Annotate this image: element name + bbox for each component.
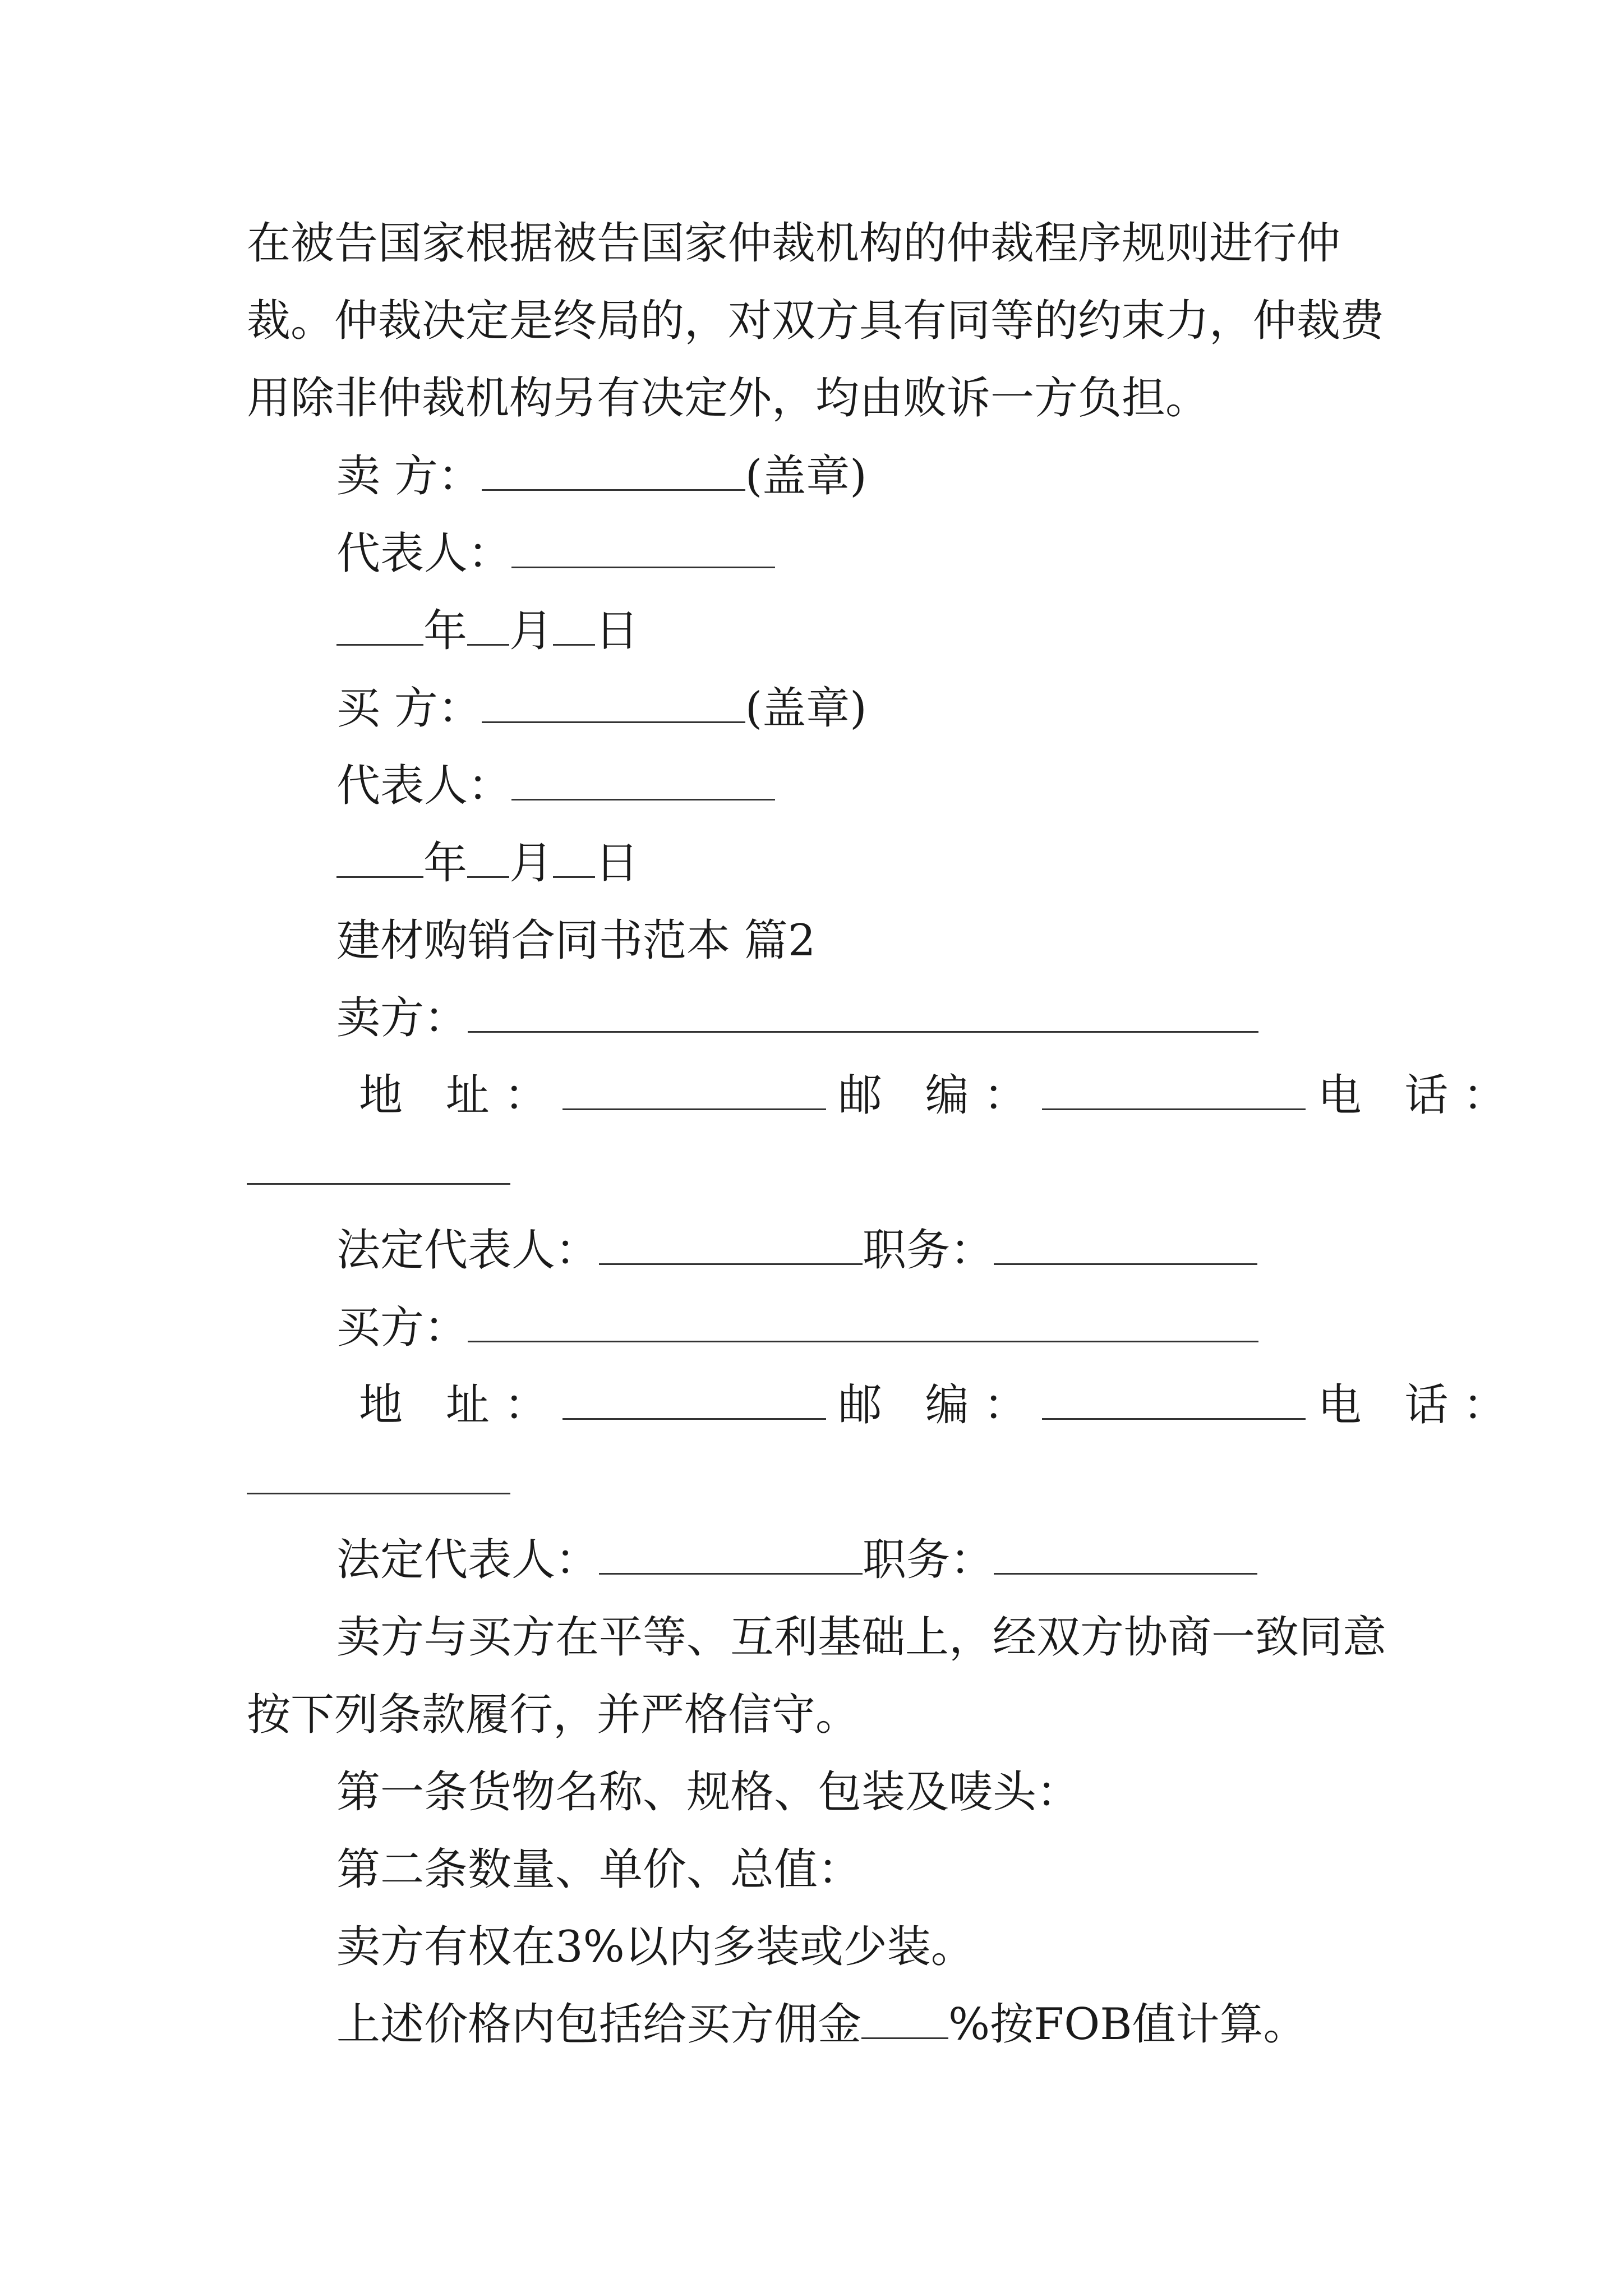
arbitration-line-1: 在被告国家根据被告国家仲裁机构的仲裁程序规则进行仲 (247, 218, 1341, 269)
seller-name-label: 卖方： (336, 993, 468, 1043)
buyer-blank[interactable] (482, 687, 745, 723)
seller-legal-rep-label: 法定代表人： (336, 1225, 600, 1276)
buyer-date-row (336, 838, 639, 889)
seller-date-row (336, 606, 639, 656)
commission-row (336, 1999, 1307, 2050)
buyer-year-blank[interactable] (336, 841, 423, 878)
seller-contact-row (359, 1070, 1521, 1121)
seller-seal-note: (盖章) (745, 451, 867, 501)
buyer-legal-row (336, 1535, 1257, 1585)
seller-position-label: 职务： (863, 1225, 994, 1276)
year-label: 年 (423, 606, 468, 656)
clause-2: 第二条数量、单价、总值： (336, 1844, 862, 1895)
buyer-position-blank[interactable] (994, 1538, 1257, 1575)
buyer-name-label: 买方： (336, 1303, 468, 1353)
seller-legal-row (336, 1225, 1257, 1276)
intro-line-1: 卖方与买方在平等、互利基础上，经双方协商一致同意 (336, 1612, 1387, 1663)
tolerance-line: 卖方有权在3%以内多装或少装。 (336, 1922, 975, 1972)
buyer-signature-row (336, 683, 867, 734)
month-label: 月 (509, 606, 554, 656)
buyer-name-blank[interactable] (468, 1306, 1258, 1342)
seller-postcode-label: 邮 编： (838, 1070, 1042, 1121)
seller-name-row (336, 993, 1258, 1043)
buyer-address-blank[interactable] (562, 1383, 826, 1420)
buyer-rep-label: 代表人： (336, 761, 512, 811)
seller-month-blank[interactable] (467, 609, 509, 646)
buyer-contact-row (359, 1380, 1521, 1430)
buyer-postcode-label: 邮 编： (838, 1380, 1042, 1430)
buyer-postcode-blank[interactable] (1042, 1383, 1306, 1420)
buyer-address-label: 地 址： (359, 1380, 562, 1430)
seller-legal-rep-blank[interactable] (599, 1228, 863, 1265)
commission-blank[interactable] (861, 2003, 948, 2039)
seller-rep-row (336, 528, 775, 579)
seller-position-blank[interactable] (994, 1228, 1257, 1265)
buyer-rep-row (336, 761, 775, 811)
buyer-rep-blank[interactable] (511, 764, 775, 800)
seller-day-blank[interactable] (553, 609, 595, 646)
seller-name-blank[interactable] (468, 996, 1258, 1033)
seller-address-blank[interactable] (562, 1074, 826, 1110)
buyer-phone-label: 电 话： (1317, 1380, 1521, 1430)
seller-year-blank[interactable] (336, 609, 423, 646)
buyer-month-blank[interactable] (467, 841, 509, 878)
day-label: 日 (595, 606, 639, 656)
buyer-label: 买 方： (336, 683, 482, 734)
buyer-seal-note: (盖章) (745, 683, 867, 734)
buyer-phone-blank[interactable] (247, 1490, 510, 1494)
intro-line-2: 按下列条款履行，并严格信守。 (247, 1690, 860, 1740)
buyer-day-blank[interactable] (553, 841, 595, 878)
arbitration-line-2: 裁。仲裁决定是终局的，对双方具有同等的约束力，仲裁费 (247, 296, 1385, 346)
buyer-name-row (336, 1303, 1258, 1353)
seller-phone-blank[interactable] (247, 1181, 510, 1185)
seller-label: 卖 方： (336, 451, 482, 501)
seller-blank[interactable] (482, 454, 745, 491)
day-label: 日 (595, 838, 639, 889)
seller-address-label: 地 址： (359, 1070, 562, 1121)
arbitration-line-3: 用除非仲裁机构另有决定外，均由败诉一方负担。 (247, 373, 1210, 424)
year-label: 年 (423, 838, 468, 889)
buyer-legal-rep-label: 法定代表人： (336, 1535, 600, 1585)
seller-signature-row (336, 451, 867, 501)
seller-rep-blank[interactable] (511, 532, 775, 568)
clause-1: 第一条货物名称、规格、包装及唛头： (336, 1767, 1081, 1818)
month-label: 月 (509, 838, 554, 889)
commission-suffix: %按FOB值计算。 (948, 1999, 1307, 2050)
buyer-position-label: 职务： (863, 1535, 994, 1585)
section-heading: 建材购销合同书范本 篇2 (336, 915, 816, 966)
seller-postcode-blank[interactable] (1042, 1074, 1306, 1110)
seller-rep-label: 代表人： (336, 528, 512, 579)
seller-phone-label: 电 话： (1317, 1070, 1521, 1121)
commission-prefix: 上述价格内包括给买方佣金 (336, 1999, 862, 2050)
buyer-legal-rep-blank[interactable] (599, 1538, 863, 1575)
